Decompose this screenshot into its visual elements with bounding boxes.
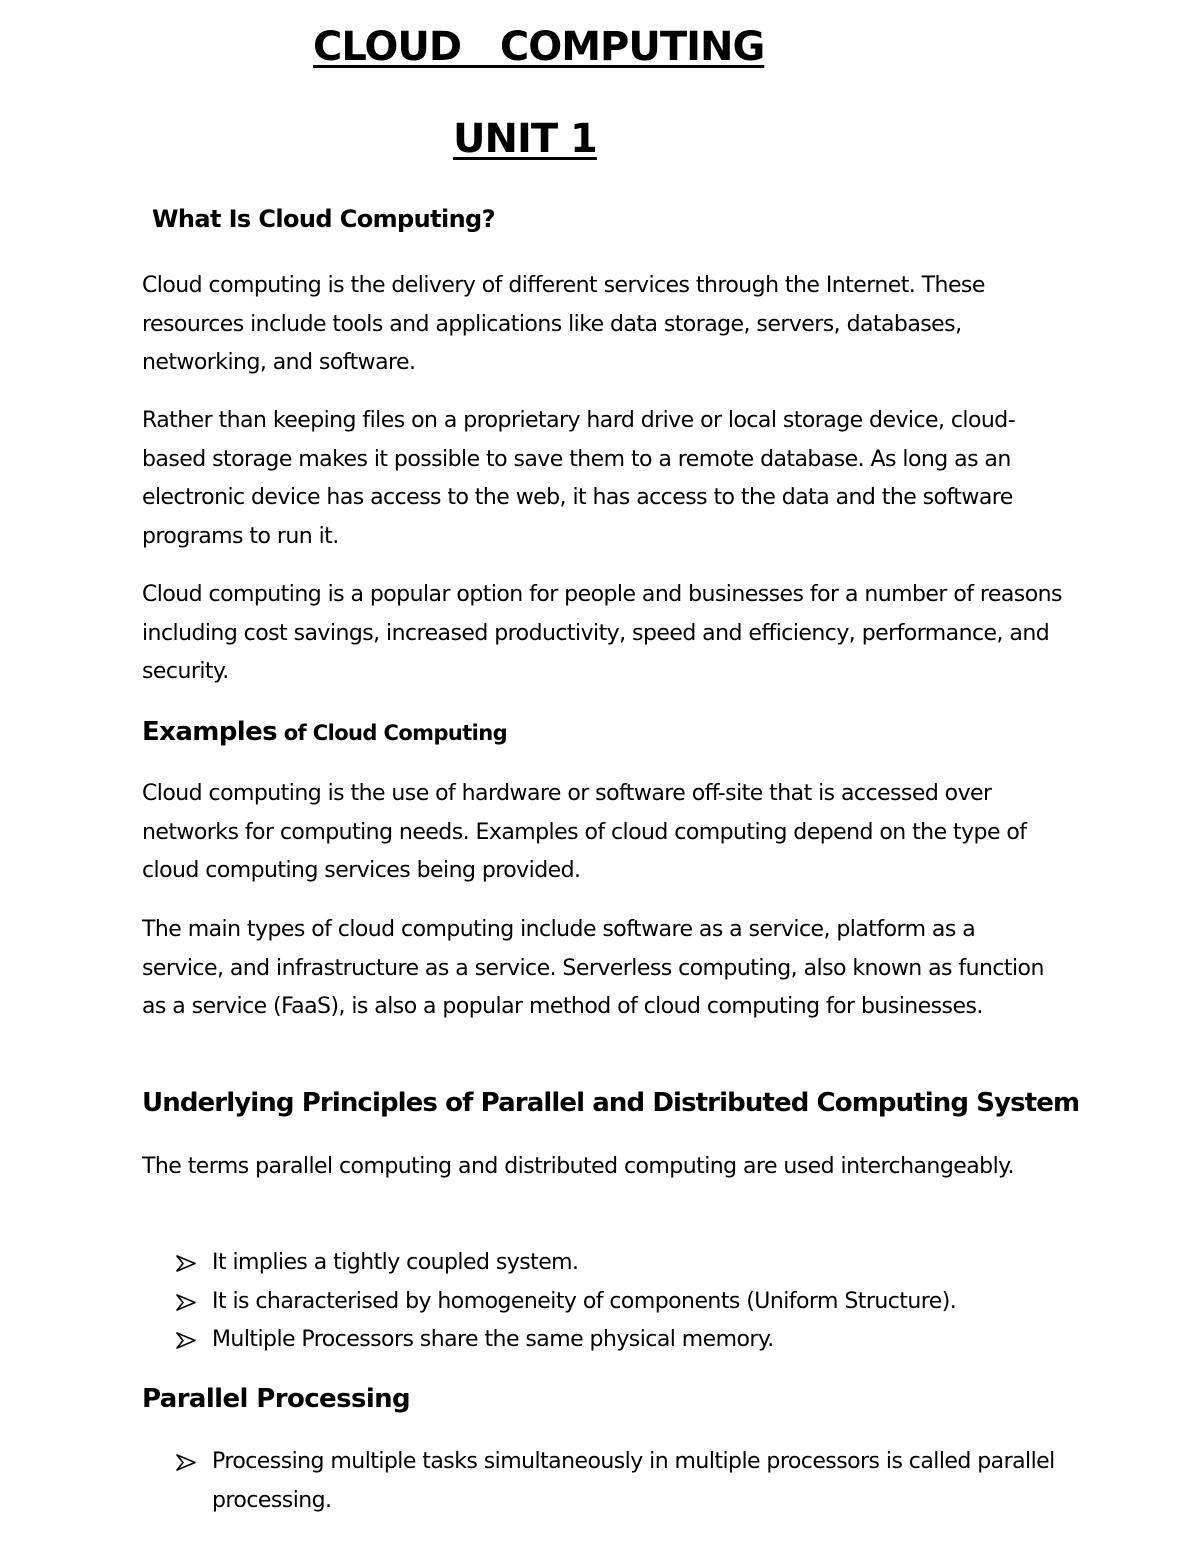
list-item <box>176 1443 1066 1520</box>
heading-what-is-cloud-computing: What Is Cloud Computing? <box>152 205 495 233</box>
heading-underlying-principles: Underlying Principles of Parallel and Distributed Computing System <box>142 1088 1080 1118</box>
list-item <box>176 1244 1066 1283</box>
paragraph-storage: Rather than keeping files on a proprietary hard drive or local storage device, cloud-based storage makes it possible to save them to a remote database. As long as an electronic device has access to the web, it has access to the data and the software programs to run it. <box>142 408 1016 549</box>
heading-examples <box>142 717 507 747</box>
paragraph-definition: Cloud computing is the delivery of different services through the Internet. These resources include tools and applications like data storage, servers, databases, networking, and software. <box>142 273 985 375</box>
parallel-bullet-list <box>176 1443 1066 1520</box>
heading-examples-small: of Cloud Computing <box>277 721 508 745</box>
document-title: CLOUD COMPUTING <box>313 24 765 70</box>
list-item-text: Processing multiple tasks simultaneously in multiple processors is called parallel processing. <box>212 1449 1055 1513</box>
heading-parallel-processing: Parallel Processing <box>142 1384 411 1414</box>
paragraph-popularity: Cloud computing is a popular option for people and businesses for a number of reasons including cost savings, increased productivity, speed and efficiency, performance, and security. <box>142 582 1062 684</box>
list-item-text: It is characterised by homogeneity of components (Uniform Structure). <box>212 1288 957 1314</box>
arrowhead-bullet-icon <box>176 1294 196 1311</box>
arrowhead-bullet-icon <box>176 1332 196 1349</box>
paragraph-service-types: The main types of cloud computing include software as a service, platform as a service, and infrastructure as a service. Serverless computing, also known as function as a service (FaaS), is also a popular method of cloud computing for businesses. <box>142 917 1044 1019</box>
list-item-text: It implies a tightly coupled system. <box>212 1250 579 1275</box>
unit-title: UNIT 1 <box>453 116 597 162</box>
list-item <box>176 1283 1066 1322</box>
paragraph-examples-intro: Cloud computing is the use of hardware or software off-site that is accessed over networks for computing needs. Examples of cloud computing depend on the type of cloud computing services being provided. <box>142 781 1027 883</box>
heading-examples-large: Examples <box>142 717 278 747</box>
list-item-text: Multiple Processors share the same physical memory. <box>212 1327 774 1352</box>
arrowhead-bullet-icon <box>176 1255 196 1272</box>
principles-bullet-list <box>176 1244 1066 1360</box>
paragraph-terms: The terms parallel computing and distributed computing are used interchangeably. <box>142 1154 1014 1179</box>
arrowhead-bullet-icon <box>176 1454 196 1471</box>
list-item <box>176 1321 1066 1360</box>
